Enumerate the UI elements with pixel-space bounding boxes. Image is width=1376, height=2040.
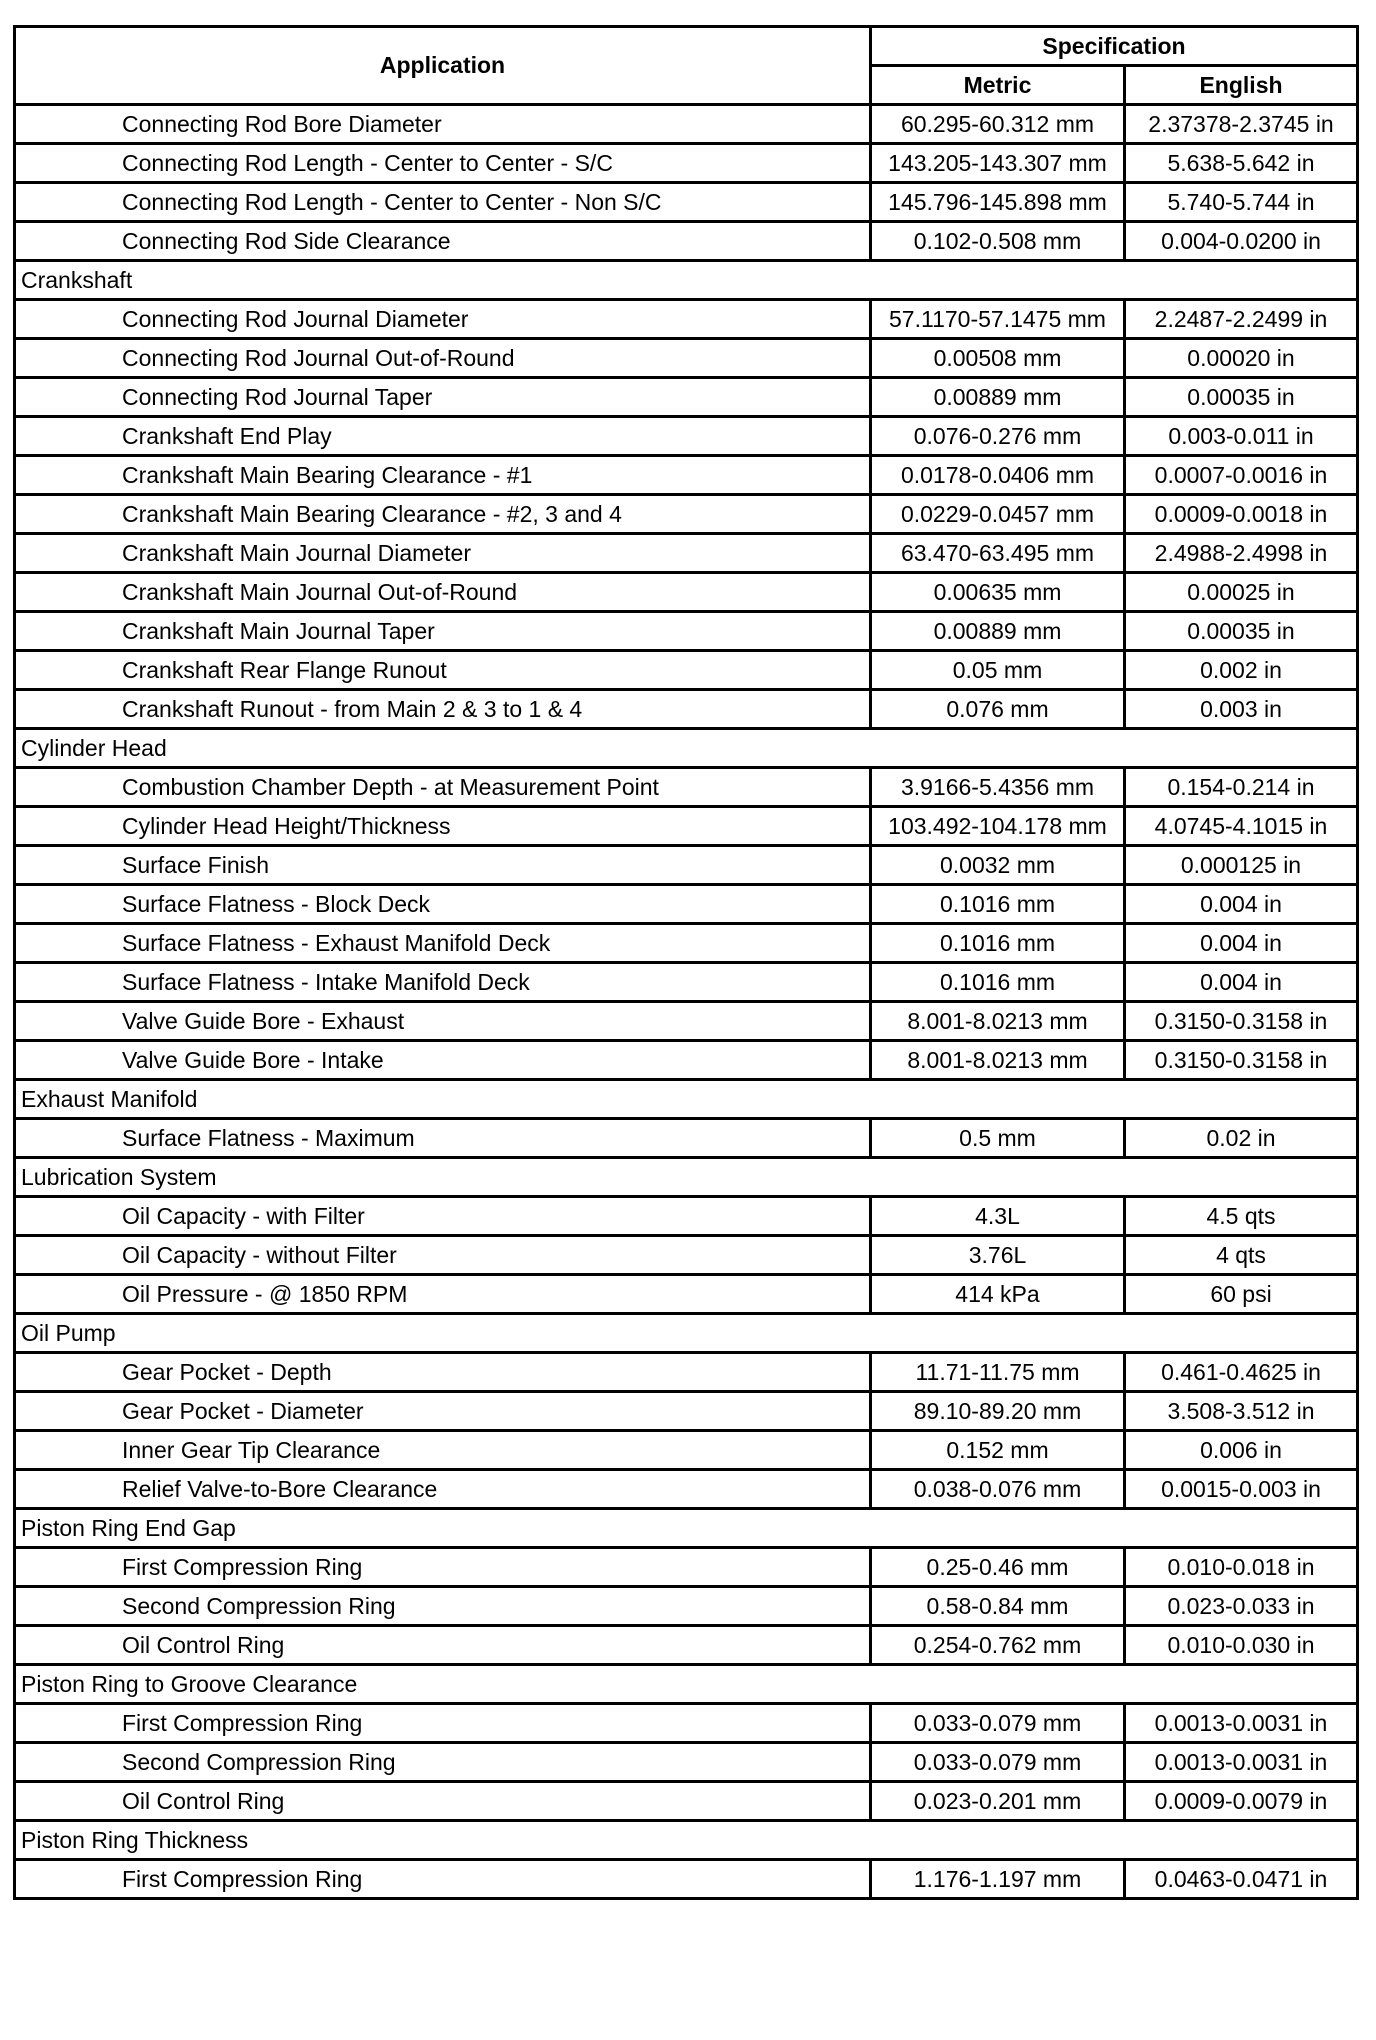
- metric-cell: 0.1016 mm: [871, 924, 1125, 963]
- table-row: [15, 1041, 1358, 1080]
- english-cell: 0.002 in: [1125, 651, 1358, 690]
- metric-cell: 0.0032 mm: [871, 846, 1125, 885]
- english-cell: 2.4988-2.4998 in: [1125, 534, 1358, 573]
- metric-cell: 0.033-0.079 mm: [871, 1743, 1125, 1782]
- application-cell: Connecting Rod Length - Center to Center - S/C: [15, 144, 871, 183]
- table-row: [15, 534, 1358, 573]
- metric-cell: 8.001-8.0213 mm: [871, 1041, 1125, 1080]
- application-cell: First Compression Ring: [15, 1548, 871, 1587]
- table-row: [15, 963, 1358, 1002]
- english-cell: 0.00035 in: [1125, 612, 1358, 651]
- table-row: [15, 1626, 1358, 1665]
- english-header: English: [1125, 66, 1358, 105]
- table-row: [15, 1353, 1358, 1392]
- category-row: [15, 1080, 1358, 1119]
- metric-cell: 0.00889 mm: [871, 378, 1125, 417]
- application-cell: First Compression Ring: [15, 1704, 871, 1743]
- application-cell: Relief Valve-to-Bore Clearance: [15, 1470, 871, 1509]
- metric-header: Metric: [871, 66, 1125, 105]
- english-cell: 3.508-3.512 in: [1125, 1392, 1358, 1431]
- english-cell: 0.00025 in: [1125, 573, 1358, 612]
- application-cell: Crankshaft Main Journal Out-of-Round: [15, 573, 871, 612]
- english-cell: 0.0463-0.0471 in: [1125, 1860, 1358, 1899]
- application-cell: Oil Control Ring: [15, 1782, 871, 1821]
- english-cell: 0.010-0.018 in: [1125, 1548, 1358, 1587]
- english-cell: 4 qts: [1125, 1236, 1358, 1275]
- table-row: [15, 573, 1358, 612]
- english-cell: 0.000125 in: [1125, 846, 1358, 885]
- english-cell: 2.2487-2.2499 in: [1125, 300, 1358, 339]
- english-cell: 0.010-0.030 in: [1125, 1626, 1358, 1665]
- category-row: [15, 1314, 1358, 1353]
- application-cell: Surface Flatness - Maximum: [15, 1119, 871, 1158]
- table-row: [15, 1236, 1358, 1275]
- category-row: [15, 1158, 1358, 1197]
- table-row: [15, 1548, 1358, 1587]
- table-row: [15, 924, 1358, 963]
- application-cell: Crankshaft Rear Flange Runout: [15, 651, 871, 690]
- metric-cell: 3.76L: [871, 1236, 1125, 1275]
- application-cell: Connecting Rod Side Clearance: [15, 222, 871, 261]
- application-cell: Inner Gear Tip Clearance: [15, 1431, 871, 1470]
- table-row: [15, 1275, 1358, 1314]
- application-cell: Combustion Chamber Depth - at Measurement Point: [15, 768, 871, 807]
- english-cell: 0.003 in: [1125, 690, 1358, 729]
- metric-cell: 0.033-0.079 mm: [871, 1704, 1125, 1743]
- category-row: [15, 729, 1358, 768]
- metric-cell: 11.71-11.75 mm: [871, 1353, 1125, 1392]
- metric-cell: 8.001-8.0213 mm: [871, 1002, 1125, 1041]
- english-cell: 0.0007-0.0016 in: [1125, 456, 1358, 495]
- english-cell: 0.3150-0.3158 in: [1125, 1041, 1358, 1080]
- category-label: Piston Ring End Gap: [15, 1509, 1358, 1548]
- english-cell: 4.5 qts: [1125, 1197, 1358, 1236]
- application-cell: Crankshaft Main Bearing Clearance - #2, 3 and 4: [15, 495, 871, 534]
- metric-cell: 0.023-0.201 mm: [871, 1782, 1125, 1821]
- application-cell: Crankshaft End Play: [15, 417, 871, 456]
- metric-cell: 0.038-0.076 mm: [871, 1470, 1125, 1509]
- table-row: [15, 300, 1358, 339]
- metric-cell: 1.176-1.197 mm: [871, 1860, 1125, 1899]
- metric-cell: 145.796-145.898 mm: [871, 183, 1125, 222]
- metric-cell: 0.076 mm: [871, 690, 1125, 729]
- metric-cell: 89.10-89.20 mm: [871, 1392, 1125, 1431]
- english-cell: 0.0013-0.0031 in: [1125, 1704, 1358, 1743]
- metric-cell: 0.25-0.46 mm: [871, 1548, 1125, 1587]
- metric-cell: 0.5 mm: [871, 1119, 1125, 1158]
- english-cell: 0.004 in: [1125, 963, 1358, 1002]
- application-cell: Oil Control Ring: [15, 1626, 871, 1665]
- category-row: [15, 1665, 1358, 1704]
- table-row: [15, 846, 1358, 885]
- english-cell: 0.154-0.214 in: [1125, 768, 1358, 807]
- application-cell: Surface Finish: [15, 846, 871, 885]
- application-cell: Gear Pocket - Diameter: [15, 1392, 871, 1431]
- metric-cell: 103.492-104.178 mm: [871, 807, 1125, 846]
- table-row: [15, 1587, 1358, 1626]
- english-cell: 0.00020 in: [1125, 339, 1358, 378]
- category-label: Piston Ring to Groove Clearance: [15, 1665, 1358, 1704]
- english-cell: 0.004 in: [1125, 885, 1358, 924]
- english-cell: 0.0009-0.0018 in: [1125, 495, 1358, 534]
- table-row: [15, 144, 1358, 183]
- table-row: [15, 1743, 1358, 1782]
- english-cell: 0.3150-0.3158 in: [1125, 1002, 1358, 1041]
- category-label: Cylinder Head: [15, 729, 1358, 768]
- application-cell: Oil Capacity - without Filter: [15, 1236, 871, 1275]
- table-row: [15, 768, 1358, 807]
- table-row: [15, 807, 1358, 846]
- metric-cell: 0.0229-0.0457 mm: [871, 495, 1125, 534]
- metric-cell: 0.58-0.84 mm: [871, 1587, 1125, 1626]
- table-row: [15, 1704, 1358, 1743]
- metric-cell: 414 kPa: [871, 1275, 1125, 1314]
- metric-cell: 4.3L: [871, 1197, 1125, 1236]
- table-row: [15, 1392, 1358, 1431]
- category-label: Oil Pump: [15, 1314, 1358, 1353]
- metric-cell: 0.102-0.508 mm: [871, 222, 1125, 261]
- specification-header: Specification: [871, 27, 1358, 66]
- table-row: [15, 1470, 1358, 1509]
- english-cell: 2.37378-2.3745 in: [1125, 105, 1358, 144]
- metric-cell: 0.00635 mm: [871, 573, 1125, 612]
- application-cell: Connecting Rod Length - Center to Center - Non S/C: [15, 183, 871, 222]
- category-row: [15, 1509, 1358, 1548]
- metric-cell: 60.295-60.312 mm: [871, 105, 1125, 144]
- english-cell: 0.003-0.011 in: [1125, 417, 1358, 456]
- application-cell: Second Compression Ring: [15, 1743, 871, 1782]
- english-cell: 0.461-0.4625 in: [1125, 1353, 1358, 1392]
- table-row: [15, 1782, 1358, 1821]
- english-cell: 0.0013-0.0031 in: [1125, 1743, 1358, 1782]
- english-cell: 0.00035 in: [1125, 378, 1358, 417]
- application-cell: Connecting Rod Bore Diameter: [15, 105, 871, 144]
- metric-cell: 0.00508 mm: [871, 339, 1125, 378]
- metric-cell: 57.1170-57.1475 mm: [871, 300, 1125, 339]
- english-cell: 4.0745-4.1015 in: [1125, 807, 1358, 846]
- english-cell: 0.0009-0.0079 in: [1125, 1782, 1358, 1821]
- application-cell: Connecting Rod Journal Diameter: [15, 300, 871, 339]
- english-cell: 0.0015-0.003 in: [1125, 1470, 1358, 1509]
- application-cell: Oil Capacity - with Filter: [15, 1197, 871, 1236]
- metric-cell: 0.0178-0.0406 mm: [871, 456, 1125, 495]
- application-cell: Gear Pocket - Depth: [15, 1353, 871, 1392]
- metric-cell: 0.076-0.276 mm: [871, 417, 1125, 456]
- english-cell: 60 psi: [1125, 1275, 1358, 1314]
- application-cell: Valve Guide Bore - Exhaust: [15, 1002, 871, 1041]
- table-row: [15, 378, 1358, 417]
- table-row: [15, 690, 1358, 729]
- english-cell: 5.740-5.744 in: [1125, 183, 1358, 222]
- table-row: [15, 417, 1358, 456]
- metric-cell: 0.1016 mm: [871, 963, 1125, 1002]
- english-cell: 0.004-0.0200 in: [1125, 222, 1358, 261]
- category-label: Exhaust Manifold: [15, 1080, 1358, 1119]
- application-cell: Surface Flatness - Block Deck: [15, 885, 871, 924]
- application-header: Application: [15, 27, 871, 105]
- application-cell: Crankshaft Main Bearing Clearance - #1: [15, 456, 871, 495]
- category-row: [15, 1821, 1358, 1860]
- table-row: [15, 1002, 1358, 1041]
- english-cell: 0.02 in: [1125, 1119, 1358, 1158]
- metric-cell: 0.00889 mm: [871, 612, 1125, 651]
- table-row: [15, 1119, 1358, 1158]
- metric-cell: 143.205-143.307 mm: [871, 144, 1125, 183]
- category-label: Piston Ring Thickness: [15, 1821, 1358, 1860]
- english-cell: 0.006 in: [1125, 1431, 1358, 1470]
- table-row: [15, 183, 1358, 222]
- application-cell: Cylinder Head Height/Thickness: [15, 807, 871, 846]
- table-row: [15, 612, 1358, 651]
- metric-cell: 0.152 mm: [871, 1431, 1125, 1470]
- table-row: [15, 105, 1358, 144]
- application-cell: Crankshaft Main Journal Taper: [15, 612, 871, 651]
- header-row: [15, 27, 1358, 66]
- table-row: [15, 1197, 1358, 1236]
- table-row: [15, 1431, 1358, 1470]
- application-cell: Surface Flatness - Exhaust Manifold Deck: [15, 924, 871, 963]
- english-cell: 0.004 in: [1125, 924, 1358, 963]
- application-cell: Connecting Rod Journal Taper: [15, 378, 871, 417]
- metric-cell: 3.9166-5.4356 mm: [871, 768, 1125, 807]
- table-row: [15, 456, 1358, 495]
- application-cell: Surface Flatness - Intake Manifold Deck: [15, 963, 871, 1002]
- application-cell: Crankshaft Runout - from Main 2 & 3 to 1 & 4: [15, 690, 871, 729]
- english-cell: 5.638-5.642 in: [1125, 144, 1358, 183]
- table-row: [15, 222, 1358, 261]
- table-row: [15, 1860, 1358, 1899]
- english-cell: 0.023-0.033 in: [1125, 1587, 1358, 1626]
- application-cell: Oil Pressure - @ 1850 RPM: [15, 1275, 871, 1314]
- table-row: [15, 495, 1358, 534]
- metric-cell: 0.05 mm: [871, 651, 1125, 690]
- table-row: [15, 651, 1358, 690]
- category-label: Crankshaft: [15, 261, 1358, 300]
- table-row: [15, 339, 1358, 378]
- application-cell: Valve Guide Bore - Intake: [15, 1041, 871, 1080]
- table-body: [15, 105, 1358, 1899]
- table-row: [15, 885, 1358, 924]
- metric-cell: 0.254-0.762 mm: [871, 1626, 1125, 1665]
- metric-cell: 0.1016 mm: [871, 885, 1125, 924]
- metric-cell: 63.470-63.495 mm: [871, 534, 1125, 573]
- category-label: Lubrication System: [15, 1158, 1358, 1197]
- application-cell: Connecting Rod Journal Out-of-Round: [15, 339, 871, 378]
- category-row: [15, 261, 1358, 300]
- application-cell: Second Compression Ring: [15, 1587, 871, 1626]
- application-cell: First Compression Ring: [15, 1860, 871, 1899]
- engine-specification-table: [13, 25, 1359, 1900]
- application-cell: Crankshaft Main Journal Diameter: [15, 534, 871, 573]
